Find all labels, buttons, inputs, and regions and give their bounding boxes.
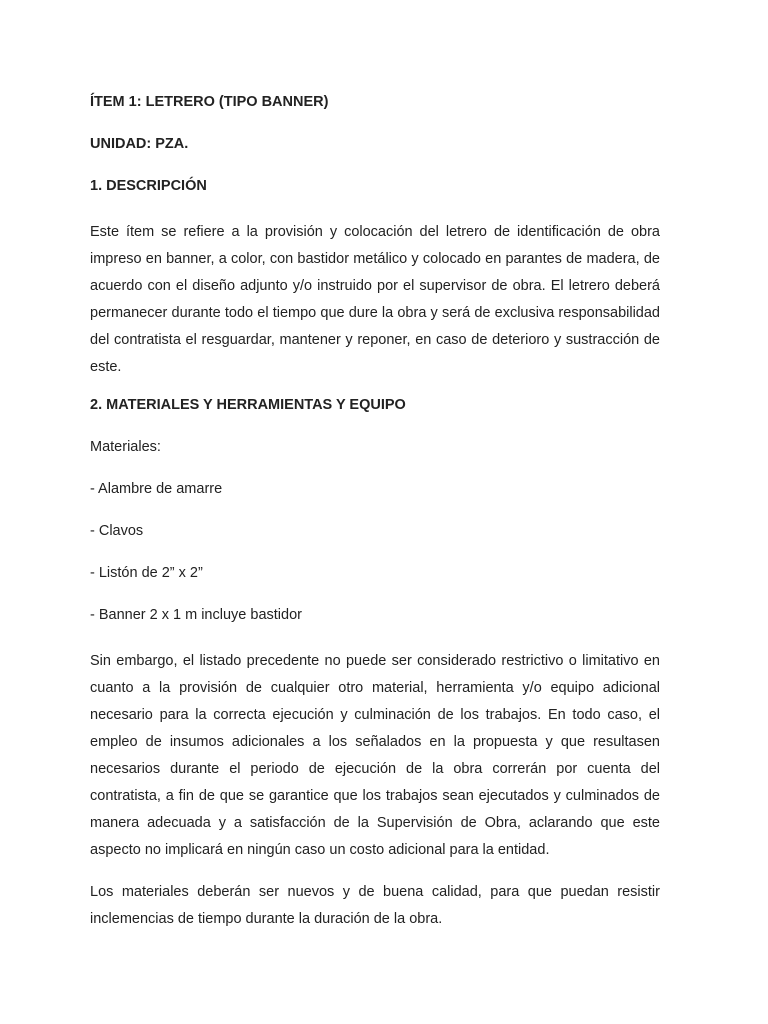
material-item: - Clavos	[90, 523, 144, 539]
material-item: - Listón de 2” x 2”	[90, 565, 203, 581]
section-1-paragraph: Este ítem se refiere a la provisión y colocación del letrero de identificación de obra impreso en banner, a color, con bastidor metálico y colocado en parantes de madera, de acuerdo con el diseño adjunto y/o instruido por el supervisor de obra. El letrero deberá permanecer durante todo el tiempo que dure la obra y será de exclusiva responsabilidad del contratista el resguardar, mantener y reponer, en caso de deterioro y sustracción de este.	[90, 224, 660, 375]
item-title: ÍTEM 1: LETRERO (TIPO BANNER)	[90, 94, 329, 110]
section-2-paragraph-2: Los materiales deberán ser nuevos y de buena calidad, para que puedan resistir inclemencias de tiempo durante la duración de la obra.	[90, 884, 660, 927]
document-body	[90, 93, 660, 948]
unit-line: UNIDAD: PZA.	[90, 136, 189, 152]
materials-label: Materiales:	[90, 439, 161, 455]
section-2-paragraph-1: Sin embargo, el listado precedente no puede ser considerado restrictivo o limitativo en cuanto a la provisión de cualquier otro material, herramienta y/o equipo adicional necesario para la correcta ejecución y culminación de los trabajos. En todo caso, el empleo de insumos adicionales a los señalados en la propuesta y que resultasen necesarios durante el periodo de ejecución de la obra correrán por cuenta del contratista, a fin de que se garantice que los trabajos sean ejecutados y culminados de manera adecuada y a satisfacción de la Supervisión de Obra, aclarando que este aspecto no implicará en ningún caso un costo adicional para la entidad.	[90, 653, 660, 858]
section-2-title: 2. MATERIALES Y HERRAMIENTAS Y EQUIPO	[90, 397, 406, 413]
material-item: - Alambre de amarre	[90, 481, 223, 497]
section-1-title: 1. DESCRIPCIÓN	[90, 178, 207, 194]
material-item: - Banner 2 x 1 m incluye bastidor	[90, 607, 302, 623]
